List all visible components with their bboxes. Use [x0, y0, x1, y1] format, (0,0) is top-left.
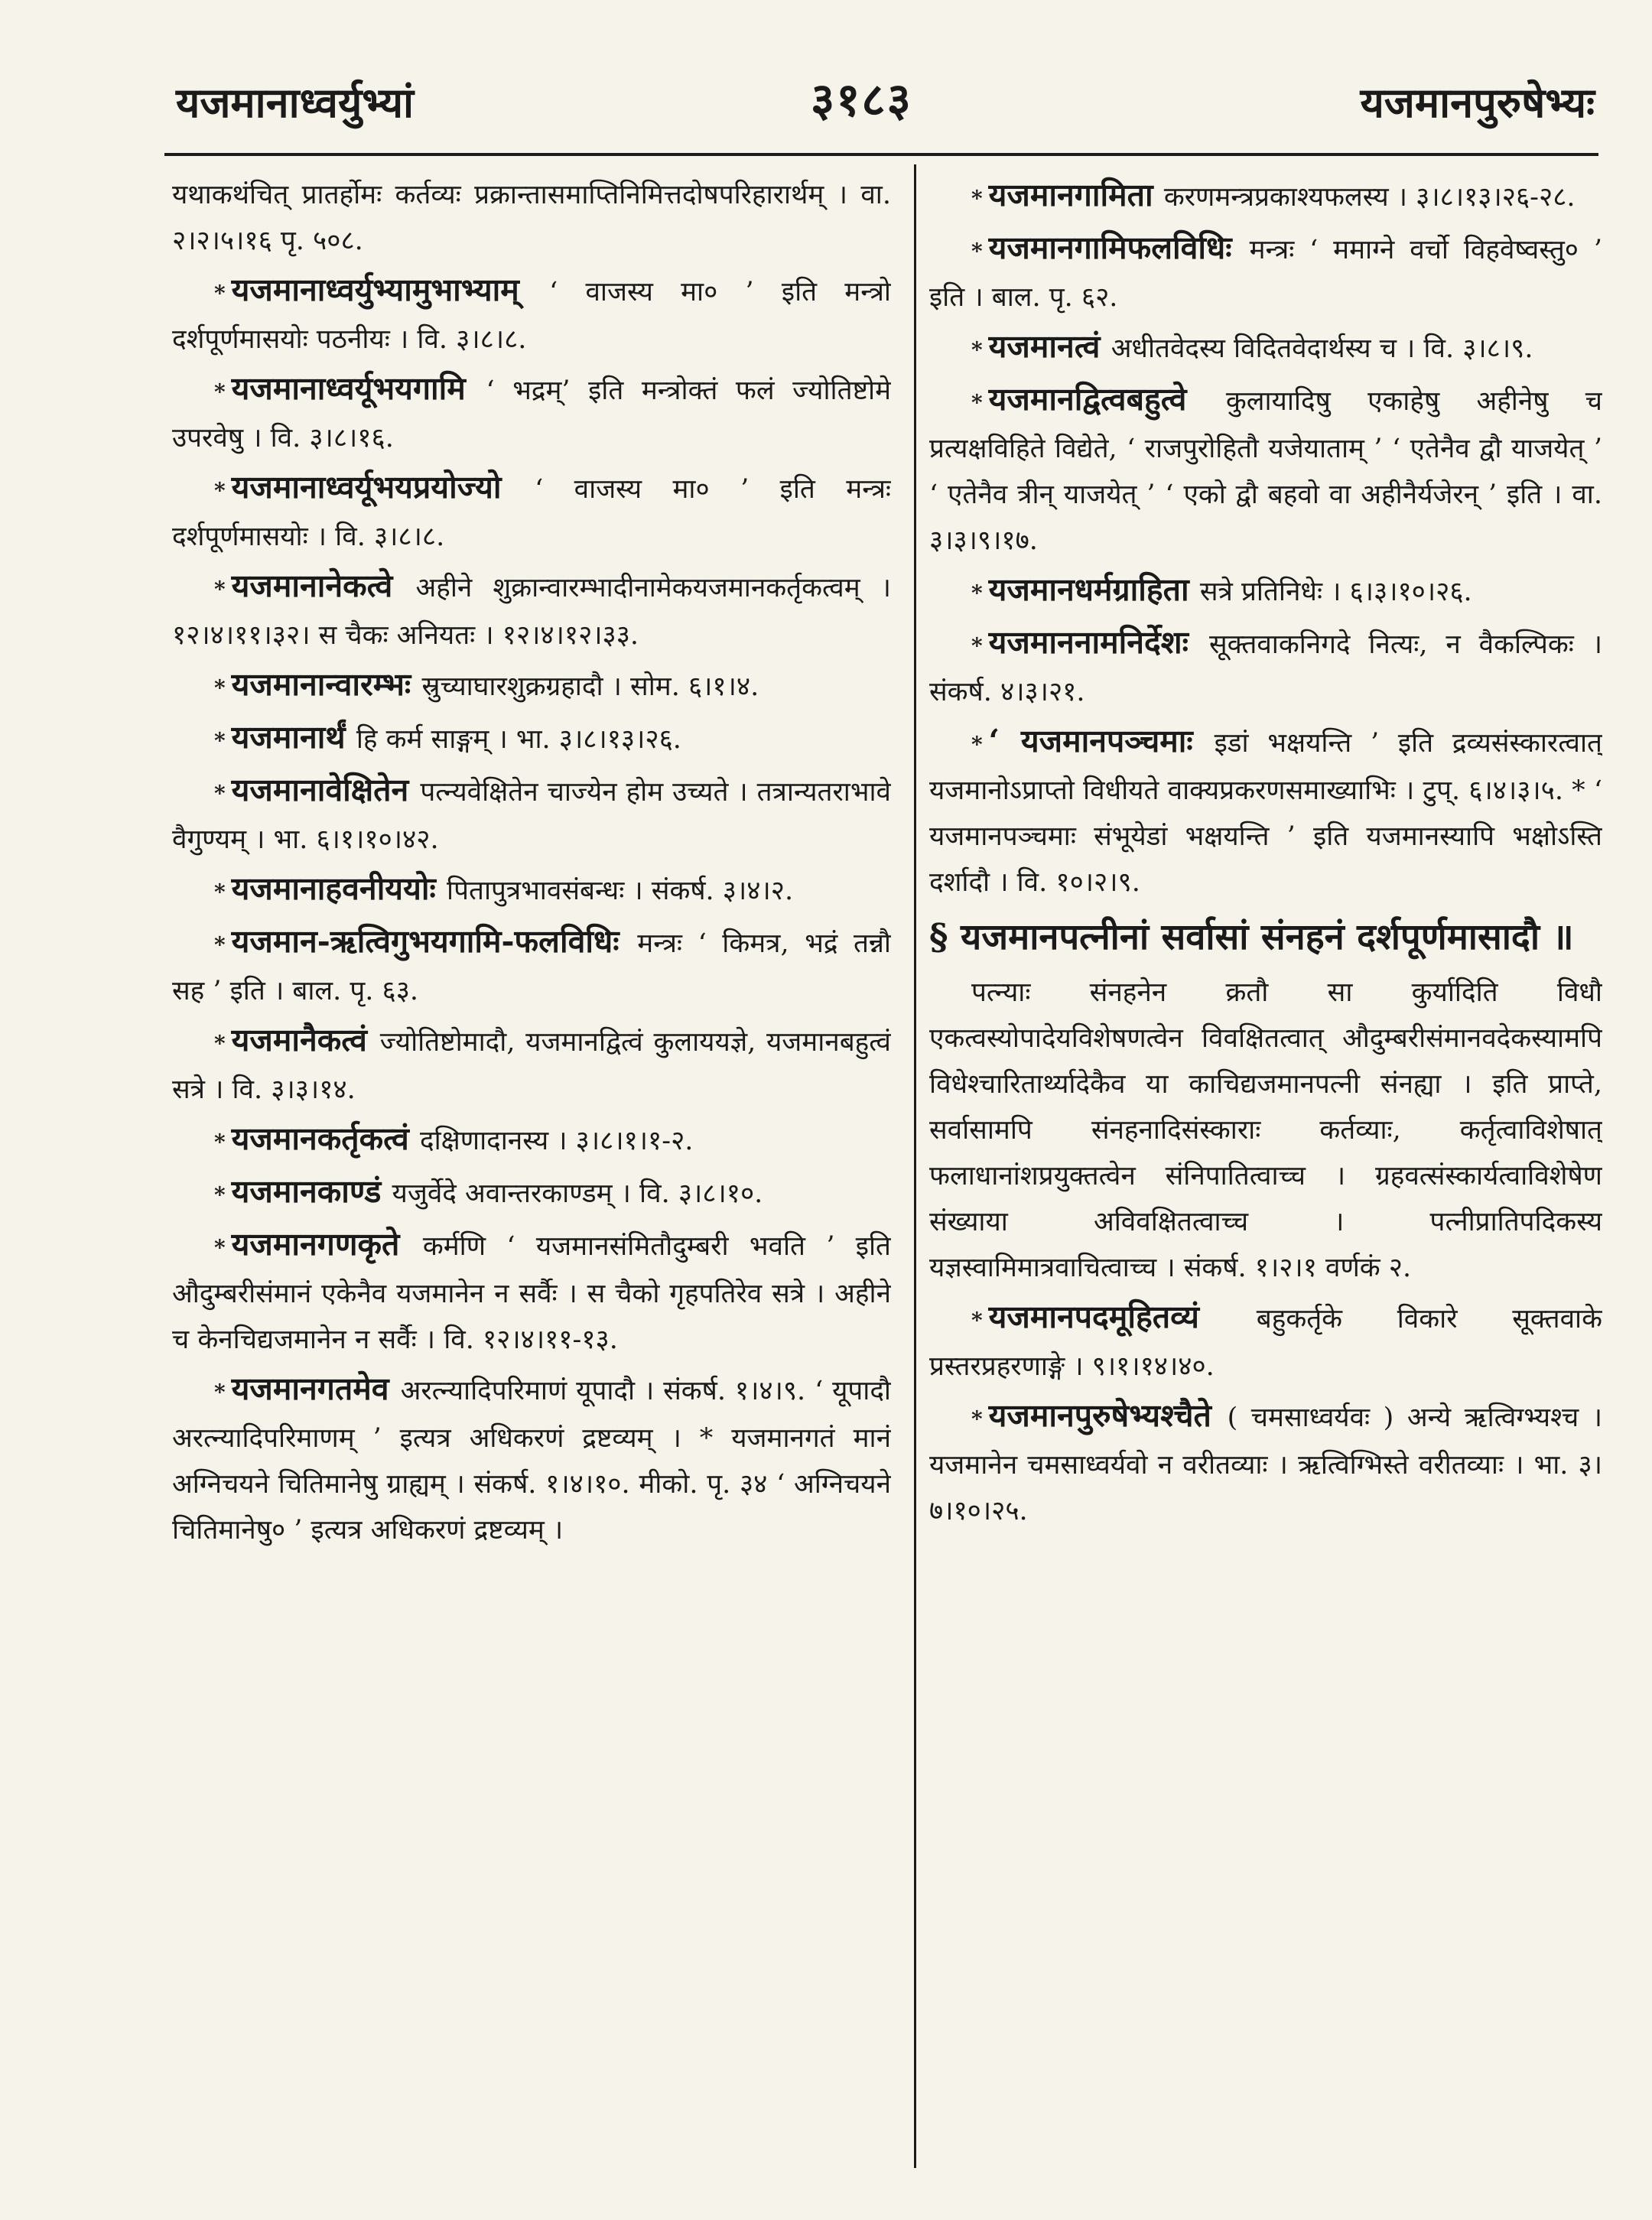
- entry-headword: यजमानद्वित्वबहुत्वे: [988, 381, 1226, 418]
- dictionary-entry: [172, 172, 891, 264]
- entry-headword: यजमानाध्वर्युभ्यामुभाभ्याम्: [231, 271, 550, 308]
- section-heading: [929, 910, 1602, 965]
- asterisk-icon: *: [214, 1130, 226, 1155]
- entry-text: मन्त्रः ‘ किमत्र, भद्रं तन्नौ सह ’ इति । बाल. पृ. ६३.: [172, 928, 891, 1006]
- asterisk-icon: *: [971, 580, 983, 606]
- dictionary-entry: [929, 376, 1602, 564]
- dictionary-entry: [172, 267, 891, 362]
- entry-headword: यजमानगतमेव: [231, 1370, 401, 1407]
- entry-text: अरत्न्यादिपरिमाणं यूपादौ । संकर्ष. १।४।९. ‘ यूपादौ अरत्न्यादिपरिमाणम् ’ इत्यत्र अधिकरणं द्रष्टव्यम् । * यजमानगतं मानं अग्निचयने चितिमानेषु ग्राह्यम् । संकर्ष. १।४।१०. मीको. पृ. ३४ ‘ अग्निचयने चितिमानेषु० ’ इत्यत्र अधिकरणं द्रष्टव्यम् ।: [172, 1376, 891, 1546]
- dictionary-entry: [172, 767, 891, 863]
- asterisk-icon: *: [971, 337, 983, 362]
- entry-text: ‘ भद्रम्’ इति मन्त्रोक्तं फलं ज्योतिष्टोमे उपरवेषु । वि. ३।८।१६.: [172, 375, 891, 453]
- entry-text: बहुकर्तृके विकारे सूक्तवाके प्रस्तरप्रहरणाङ्गे । ९।१।१४।४०.: [929, 1304, 1602, 1382]
- entry-headword: यजमानगणकृते: [231, 1226, 423, 1263]
- dictionary-entry: [172, 563, 891, 658]
- asterisk-icon: *: [971, 239, 983, 264]
- asterisk-icon: *: [214, 281, 226, 306]
- dictionary-entry: [929, 172, 1602, 222]
- asterisk-icon: *: [971, 1308, 983, 1333]
- column-divider: [914, 164, 916, 2168]
- entry-headword: यजमानावेक्षितेन: [231, 772, 421, 808]
- page-header: [176, 73, 1595, 149]
- header-rule: [164, 153, 1598, 156]
- dictionary-entry: [172, 1017, 891, 1113]
- entry-headword: ‘ यजमानपञ्चमाः: [988, 723, 1215, 759]
- left-column: [172, 172, 891, 2191]
- entry-headword: यजमानान्वारम्भः: [231, 666, 422, 703]
- entry-text: ( चमसाध्वर्यवः ) अन्ये ऋत्विग्भ्यश्च । यजमानेन चमसाध्वर्यवो न वरीतव्याः । ऋत्विग्भिस्ते वरीतव्याः । भा. ३।७।१०।२५.: [929, 1403, 1602, 1526]
- entry-text: यथाकथंचित् प्रातर्होमः कर्तव्यः प्रक्रान्तासमाप्तिनिमित्तदोषपरिहारार्थम् । वा. २।२।५।१६ पृ. ५०८.: [172, 180, 891, 256]
- dictionary-entry: [172, 366, 891, 461]
- dictionary-entry: [172, 714, 891, 764]
- dictionary-entry: [929, 225, 1602, 320]
- asterisk-icon: *: [214, 1235, 226, 1260]
- asterisk-icon: *: [214, 478, 226, 503]
- asterisk-icon: *: [214, 1380, 226, 1405]
- entry-text: सत्रे प्रतिनिधेः । ६।३।१०।२६.: [1199, 577, 1472, 607]
- asterisk-icon: *: [214, 932, 226, 957]
- entry-headword: यजमानपदमूहितव्यं: [988, 1299, 1257, 1335]
- entry-headword: यजमानगामिता: [988, 177, 1164, 213]
- asterisk-icon: *: [214, 577, 226, 602]
- asterisk-icon: *: [214, 781, 226, 806]
- entry-text: कर्मणि ‘ यजमानसंमितौदुम्बरी भवति ’ इति औदुम्बरीसंमानं एकेनैव यजमानेन न सर्वैः । स चैको गृहपतिरेव सत्रे । अहीने च केनचिद्यजमानेन न सर्वैः । वि. १२।४।११-१३.: [172, 1231, 891, 1355]
- entry-headword: यजमानधर्मग्राहिता: [988, 571, 1200, 608]
- entry-headword: यजमानकर्तृकत्वं: [231, 1120, 421, 1157]
- asterisk-icon: *: [971, 186, 983, 211]
- entry-headword: यजमानार्थं: [231, 719, 356, 756]
- entry-text: पितापुत्रभावसंबन्धः । संकर्ष. ३।४।२.: [447, 876, 794, 906]
- entry-text: पत्न्याः संनहनेन क्रतौ सा कुर्यादिति विधौ एकत्वस्योपादेयविशेषणत्वेन विवक्षितत्वात् औदुम्बरीसंमानवदेकस्यामपि विधेश्चारितार्थ्यादेकैव या काचिद्यजमानपत्नी संनह्या । इति प्राप्ते, सर्वासामपि संनहनादिसंस्काराः कर्तव्याः, कर्तृत्वाविशेषात् फलाधानांशप्रयुक्तत्वेन संनिपातित्वाच्च । ग्रहवत्संस्कार्यत्वाविशेषेण संख्याया अविवक्षितत्वाच्च । पत्नीप्रातिपदिकस्य यज्ञस्वामिमात्रवाचित्वाच्च । संकर्ष. १।२।१ वर्णकं २.: [929, 977, 1602, 1283]
- dictionary-entry: [929, 970, 1602, 1291]
- dictionary-entry: [172, 918, 891, 1014]
- entry-text: ‘ वाजस्य मा० ’ इति मन्त्रो दर्शपूर्णमासयोः पठनीयः । वि. ३।८।८.: [172, 277, 891, 355]
- dictionary-entry: [929, 323, 1602, 373]
- asterisk-icon: *: [971, 390, 983, 415]
- entry-headword: यजमानाहवनीययोः: [231, 870, 447, 907]
- entry-headword: यजमानगामिफलविधिः: [988, 229, 1250, 266]
- asterisk-icon: *: [971, 1406, 983, 1432]
- dictionary-entry: [929, 718, 1602, 905]
- dictionary-entry: [929, 567, 1602, 616]
- entry-text: सूक्तवाकनिगदे नित्यः, न वैकल्पिकः । संकर्ष. ४।३।२१.: [929, 629, 1602, 707]
- entry-text: ‘ वाजस्य मा० ’ इति मन्त्रः दर्शपूर्णमासयोः । वि. ३।८।८.: [172, 474, 891, 552]
- asterisk-icon: *: [971, 732, 983, 757]
- dictionary-entry: [172, 464, 891, 560]
- entry-headword: यजमानैकत्वं: [231, 1022, 380, 1058]
- entry-headword: यजमानपुरुषेभ्यश्चैते: [988, 1397, 1228, 1434]
- dictionary-entry: [929, 1393, 1602, 1534]
- entry-text: अहीने शुक्रान्वारम्भादीनामेकयजमानकर्तृकत्वम् । १२।४।११।३२। स चैकः अनियतः । १२।४।१२।३३.: [172, 573, 891, 651]
- asterisk-icon: *: [214, 879, 226, 905]
- entry-text: कुलायादिषु एकाहेषु अहीनेषु च प्रत्यक्षविहिते विद्येते, ‘ राजपुरोहितौ यजेयाताम् ’ ‘ एतेनैव द्वौ याजयेत् ’ ‘ एतेनैव त्रीन् याजयेत् ’ ‘ एको द्वौ बहवो वा अहीनैर्यजेरन् ’ इति । वा. ३।३।९।१७.: [929, 386, 1602, 556]
- asterisk-icon: *: [214, 1182, 226, 1208]
- header-right-guide-word: यजमानपुरुषेभ्यः: [1360, 78, 1595, 127]
- section-mark-icon: §: [929, 916, 961, 958]
- asterisk-icon: *: [214, 1031, 226, 1056]
- dictionary-entry: [172, 1221, 891, 1363]
- asterisk-icon: *: [214, 675, 226, 700]
- dictionary-entry: [929, 619, 1602, 715]
- entry-headword: यजमानाध्वर्यूभयप्रयोज्यो: [231, 469, 535, 505]
- entry-text: हि कर्म साङ्गम् । भा. ३।८।१३।२६.: [356, 724, 681, 755]
- dictionary-entry: [172, 866, 891, 915]
- dictionary-entry: [172, 1366, 891, 1553]
- entry-text: यजुर्वेदे अवान्तरकाण्डम् । वि. ३।८।१०.: [392, 1178, 763, 1209]
- page-number: ३१८३: [811, 73, 912, 127]
- asterisk-icon: *: [971, 633, 983, 658]
- entry-headword: यजमानत्वं: [988, 328, 1111, 365]
- entry-text: स्रुच्याघारशुक्रग्रहादौ । सोम. ६।१।४.: [421, 671, 759, 702]
- entry-text: दक्षिणादानस्य । ३।८।१।१-२.: [420, 1126, 694, 1156]
- asterisk-icon: *: [214, 728, 226, 753]
- entry-text: अधीतवेदस्य विदितवेदार्थस्य च । वि. ३।८।९.: [1111, 333, 1533, 364]
- asterisk-icon: *: [214, 379, 226, 405]
- entry-headword: यजमानकाण्डं: [231, 1173, 392, 1210]
- entry-text: मन्त्रः ‘ ममाग्ने वर्चो विहवेष्वस्तु० ’ इति । बाल. पृ. ६२.: [929, 235, 1602, 313]
- entry-headword: यजमानानेकत्वे: [231, 567, 416, 604]
- dictionary-entry: [172, 1116, 891, 1165]
- dictionary-entry: [929, 1294, 1602, 1390]
- right-column: [929, 172, 1602, 2191]
- dictionary-entry: [172, 661, 891, 711]
- entry-text: ज्योतिष्टोमादौ, यजमानद्वित्वं कुलाययज्ञे, यजमानबहुत्वं सत्रे । वि. ३।३।१४.: [172, 1027, 891, 1105]
- header-left-guide-word: यजमानाध्वर्युभ्यां: [176, 78, 415, 127]
- entry-text: पत्न्यवेक्षितेन चाज्येन होम उच्यते । तत्रान्यतराभावे वैगुण्यम् । भा. ६।१।१०।४२.: [172, 777, 891, 855]
- entry-headword: यजमाननामनिर्देशः: [988, 624, 1209, 661]
- section-heading-text: यजमानपत्नीनां सर्वासां संनहनं दर्शपूर्णमासादौ ॥: [960, 916, 1574, 958]
- entry-text: इडां भक्षयन्ति ’ इति द्रव्यसंस्कारत्वात् यजमानोऽप्राप्तो विधीयते वाक्यप्रकरणसमाख्याभिः । टुप्. ६।४।३।५. * ‘ यजमानपञ्चमाः संभूयेडां भक्षयन्ति ’ इति यजमानस्यापि भक्षोऽस्ति दर्शादौ । वि. १०।२।९.: [929, 728, 1602, 898]
- entry-text: करणमन्त्रप्रकाश्यफलस्य । ३।८।१३।२६-२८.: [1163, 182, 1576, 213]
- entry-headword: यजमान-ऋत्विगुभयगामि-फलविधिः: [231, 923, 638, 960]
- dictionary-entry: [172, 1169, 891, 1218]
- entry-headword: यजमानाध्वर्यूभयगामि: [231, 370, 486, 407]
